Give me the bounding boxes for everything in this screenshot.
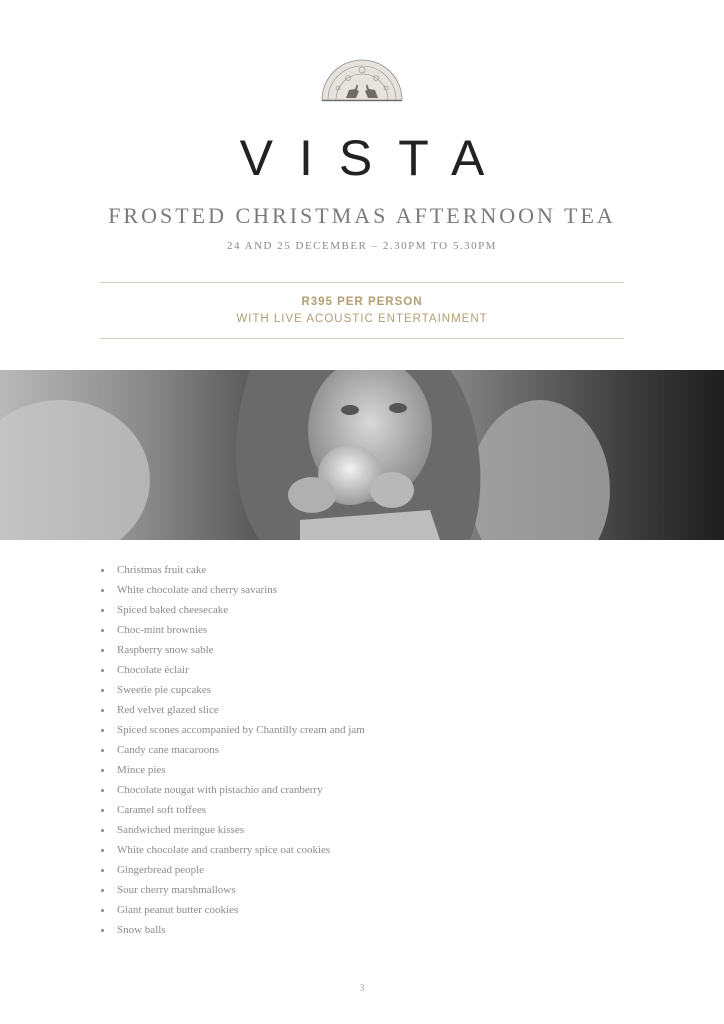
menu-list xyxy=(100,560,365,940)
list-item: Chocolate nougat with pistachio and cranberry xyxy=(100,780,365,800)
list-item: Gingerbread people xyxy=(100,860,365,880)
crest-emblem-icon xyxy=(318,52,406,108)
page-title: FROSTED CHRISTMAS AFTERNOON TEA xyxy=(108,203,616,228)
list-item: Christmas fruit cake xyxy=(100,560,365,580)
divider-top xyxy=(100,282,624,283)
photo-illustration-icon xyxy=(0,370,724,540)
list-item: Chocolate éclair xyxy=(100,660,365,680)
list-item: Sweetie pie cupcakes xyxy=(100,680,365,700)
list-item: Mince pies xyxy=(100,760,365,780)
brand-logo: VISTA xyxy=(239,130,511,186)
list-item: Spiced baked cheesecake xyxy=(100,600,365,620)
list-item: Giant peanut butter cookies xyxy=(100,900,365,920)
hero-photo xyxy=(0,370,724,540)
page-number: 3 xyxy=(359,983,365,993)
list-item: Snow balls xyxy=(100,920,365,940)
list-item: Choc-mint brownies xyxy=(100,620,365,640)
list-item: White chocolate and cranberry spice oat cookies xyxy=(100,840,365,860)
list-item: Raspberry snow sable xyxy=(100,640,365,660)
list-item: Candy cane macaroons xyxy=(100,740,365,760)
list-item: Sour cherry marshmallows xyxy=(100,880,365,900)
event-dates: 24 AND 25 DECEMBER – 2.30PM TO 5.30PM xyxy=(227,240,497,252)
price-label: R395 PER PERSON xyxy=(301,296,423,308)
list-item: Spiced scones accompanied by Chantilly cream and jam xyxy=(100,720,365,740)
list-item: Sandwiched meringue kisses xyxy=(100,820,365,840)
divider-bottom xyxy=(100,338,624,339)
list-item: White chocolate and cherry savarins xyxy=(100,580,365,600)
list-item: Caramel soft toffees xyxy=(100,800,365,820)
list-item: Red velvet glazed slice xyxy=(100,700,365,720)
entertainment-label: WITH LIVE ACOUSTIC ENTERTAINMENT xyxy=(236,313,488,325)
